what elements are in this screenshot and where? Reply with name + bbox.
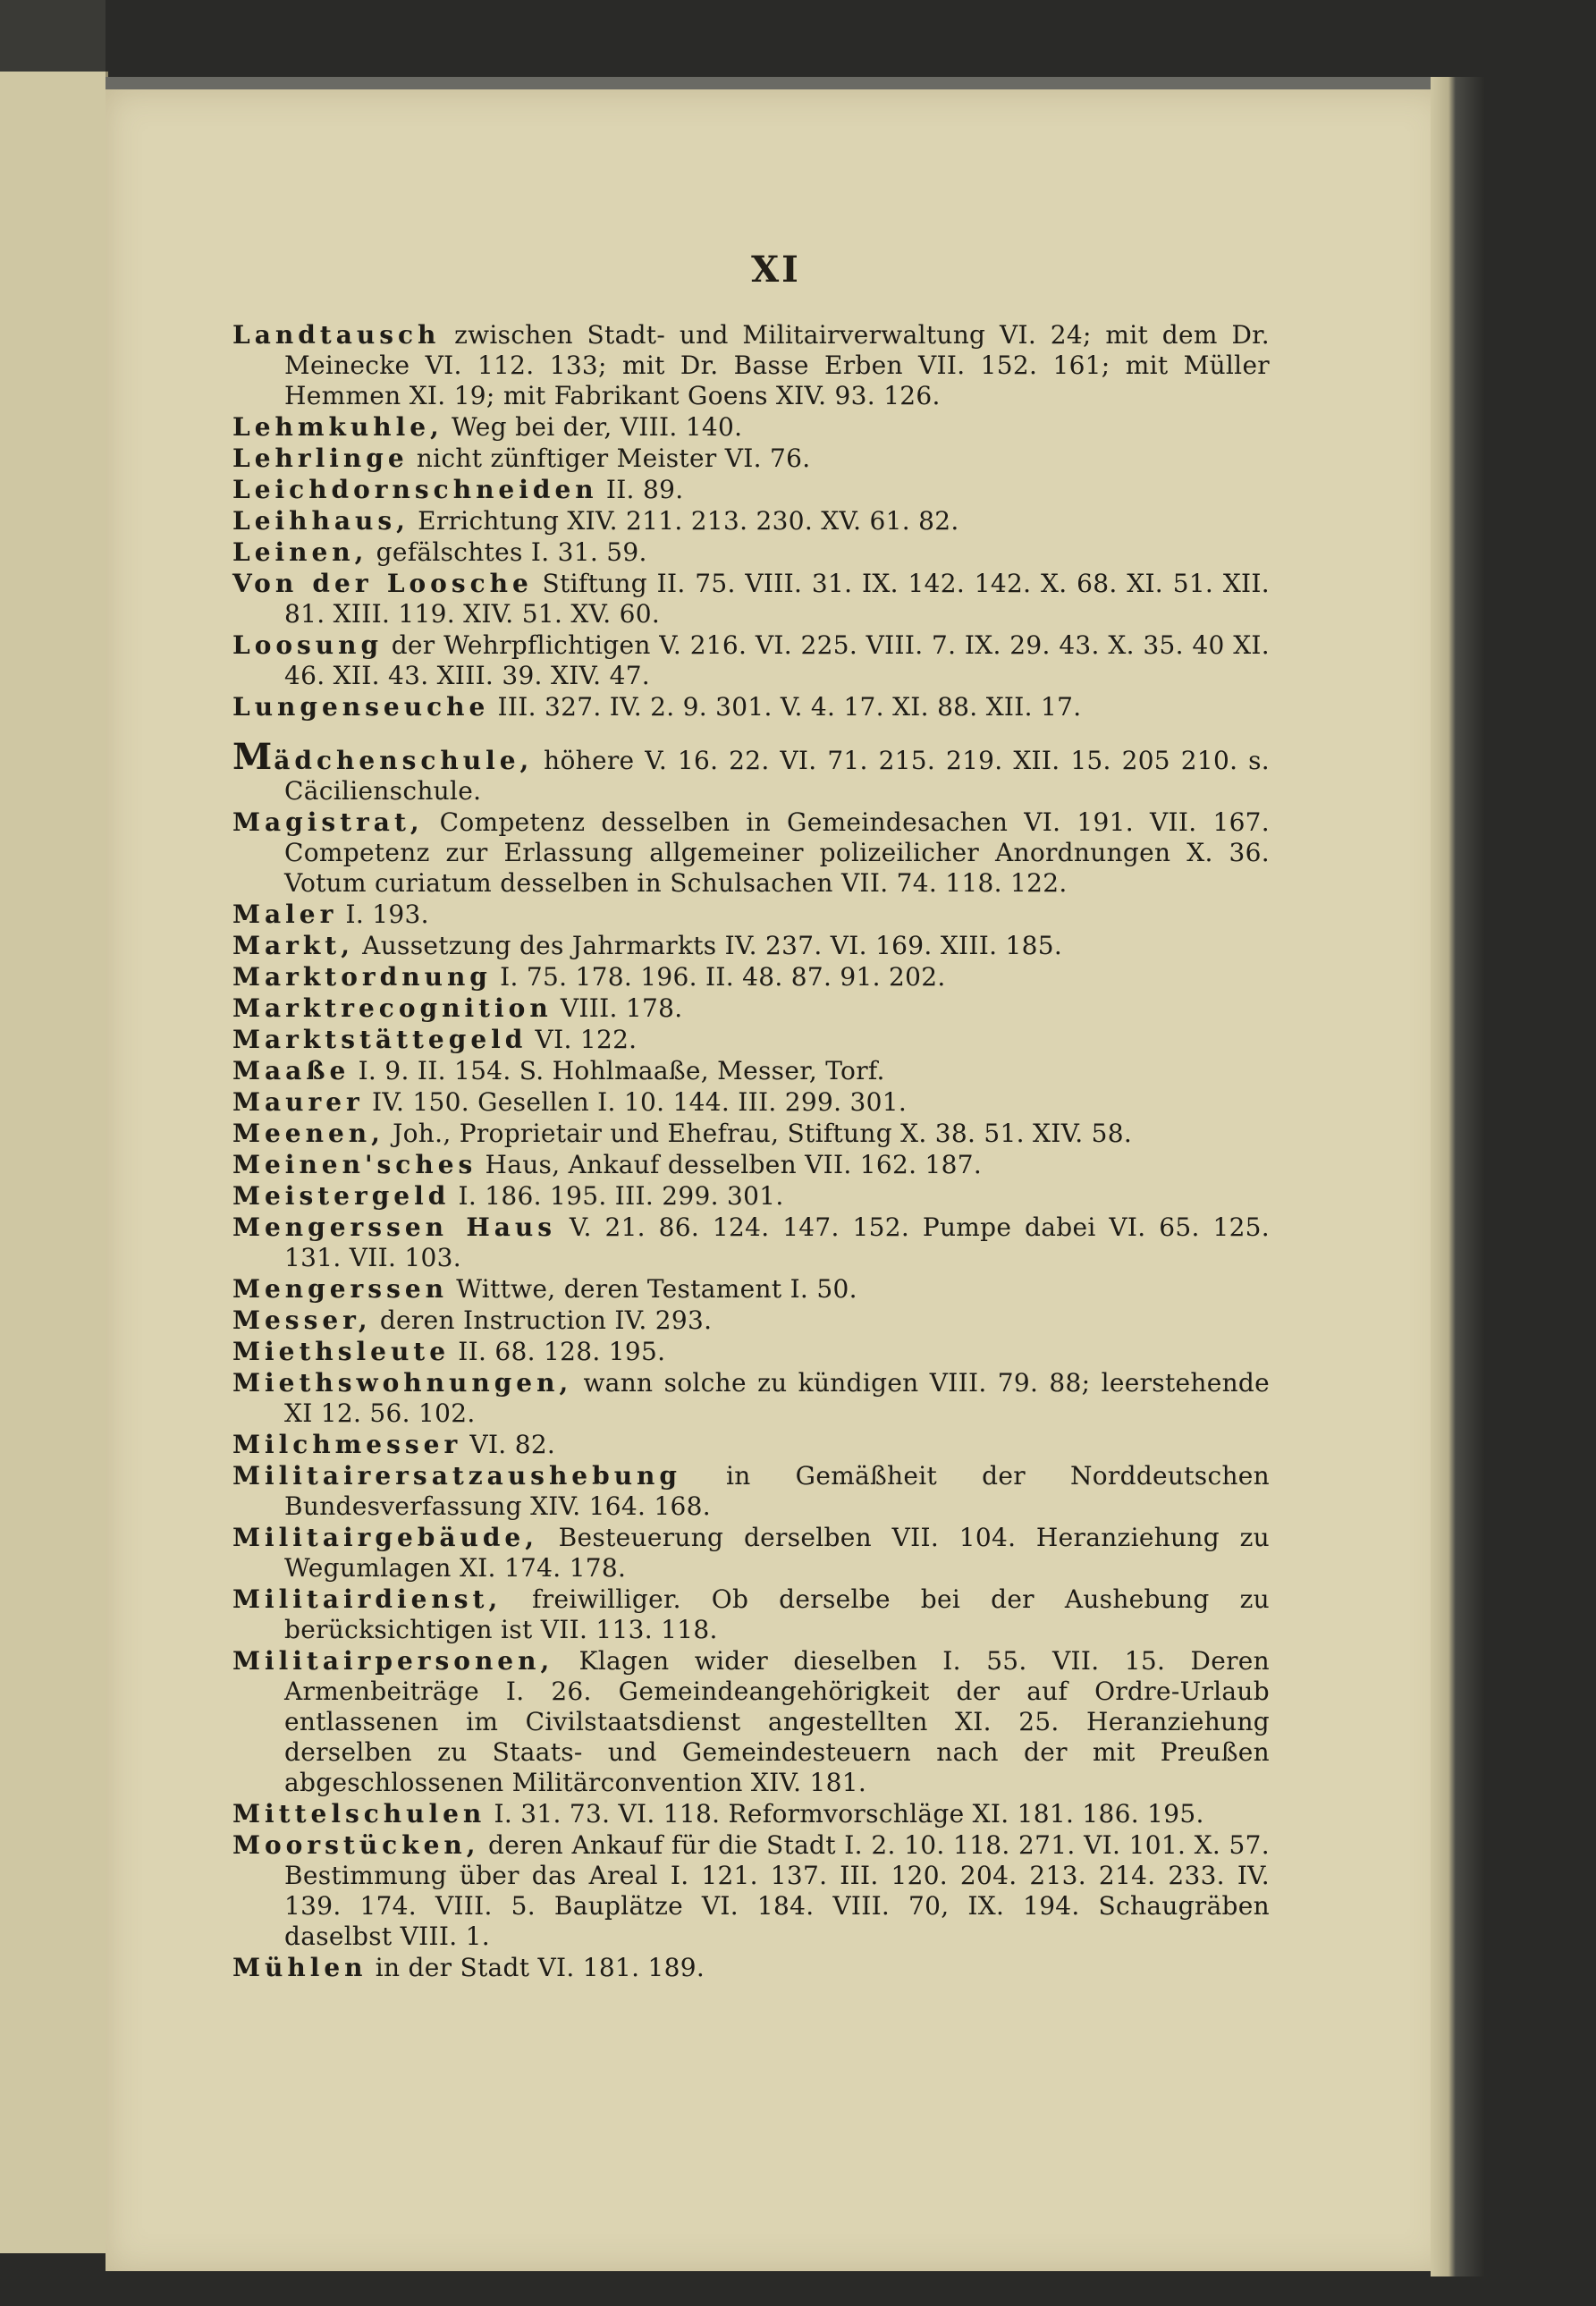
entry-heading xyxy=(232,569,533,598)
entry-heading-text: Militairersatzaushebung xyxy=(232,1461,681,1491)
entry-heading-text: Militairdienst, xyxy=(232,1584,502,1614)
entry-heading xyxy=(232,1430,461,1459)
index-entry xyxy=(232,931,1270,961)
index-entry xyxy=(232,320,1270,411)
entry-references: in der Stadt VI. 181. 189. xyxy=(367,1953,705,1982)
entry-heading-text: Lehrlinge xyxy=(232,443,409,473)
entry-references: I. 75. 178. 196. II. 48. 87. 91. 202. xyxy=(491,962,946,992)
index-page xyxy=(106,89,1447,2271)
entry-heading xyxy=(232,320,440,350)
entry-references: nicht zünftiger Meister VI. 76. xyxy=(408,443,811,473)
index-entry xyxy=(232,506,1270,536)
index-entry xyxy=(232,1150,1270,1180)
index-entry xyxy=(232,1953,1270,1983)
entry-heading xyxy=(232,1274,448,1304)
entry-references: V. 21. 86. 124. 147. 152. Pumpe dabei VI. 65. 125. 131. VII. 103. xyxy=(284,1212,1270,1272)
index-entry xyxy=(232,475,1270,505)
entry-heading-text: Maaße xyxy=(232,1056,350,1085)
entry-references: Aussetzung des Jahrmarkts IV. 237. VI. 169. XIII. 185. xyxy=(353,931,1063,960)
entry-heading-text: ädchenschule, xyxy=(274,746,534,775)
entry-references: VIII. 178. xyxy=(552,993,683,1023)
entry-heading xyxy=(232,1212,556,1242)
entry-heading-text: Militairpersonen, xyxy=(232,1646,554,1676)
entry-references: VI. 122. xyxy=(527,1025,638,1054)
entry-heading-text: Mengerssen xyxy=(232,1274,449,1304)
entry-heading-text: Meenen, xyxy=(232,1119,384,1148)
entry-heading-text: Magistrat, xyxy=(232,807,424,837)
entry-heading xyxy=(232,931,354,960)
entry-references: zwischen Stadt- und Militairverwaltung VI. 24; mit dem Dr. Meinecke VI. 112. 133; mit Dr. Basse Erben VII. 152. 161; mit Müller Hemmen XI. 19; mit Fabrikant Goens XIV. 93. 126. xyxy=(284,320,1270,410)
entry-heading-text: Miethsleute xyxy=(232,1337,451,1366)
book-right-edge xyxy=(1431,77,1484,2276)
entry-heading xyxy=(232,1953,367,1982)
entry-heading-text: Maler xyxy=(232,900,338,929)
entry-heading xyxy=(232,630,383,660)
entry-heading xyxy=(232,1181,450,1211)
entry-heading xyxy=(232,1337,450,1366)
index-entry xyxy=(232,569,1270,629)
index-entry xyxy=(232,736,1270,807)
index-entry xyxy=(232,1523,1270,1584)
entry-heading xyxy=(232,475,598,504)
entry-heading-text: Meistergeld xyxy=(232,1181,451,1211)
entry-heading-text: Leichdornschneiden xyxy=(232,475,598,504)
entry-heading xyxy=(232,807,424,837)
entry-references: in Gemäßheit der Norddeutschen Bundesverfassung XIV. 164. 168. xyxy=(284,1461,1270,1521)
entry-heading xyxy=(232,1461,681,1491)
entry-heading xyxy=(232,1799,486,1829)
entry-references: VI. 82. xyxy=(461,1430,556,1459)
entry-references: Joh., Proprietair und Ehefrau, Stiftung X. 38. 51. XIV. 58. xyxy=(384,1119,1133,1148)
index-entry xyxy=(232,1305,1270,1336)
entry-heading-text: Mühlen xyxy=(232,1953,367,1982)
entry-heading-text: Lungenseuche xyxy=(232,692,490,722)
entry-heading-text: Loosung xyxy=(232,630,384,660)
entry-heading xyxy=(232,736,534,778)
entry-heading xyxy=(232,692,489,722)
entry-heading-text: Milchmesser xyxy=(232,1430,462,1459)
entry-references: I. 9. II. 154. S. Hohlmaaße, Messer, Torf. xyxy=(350,1056,885,1085)
index-entry xyxy=(232,692,1270,722)
entry-heading-text: Leihhaus, xyxy=(232,506,410,536)
index-entry xyxy=(232,1368,1270,1429)
entry-references: III. 327. IV. 2. 9. 301. V. 4. 17. XI. 88. XII. 17. xyxy=(489,692,1082,722)
entry-heading xyxy=(232,443,409,473)
entry-heading-text: Marktrecognition xyxy=(232,993,553,1023)
index-entry xyxy=(232,900,1270,930)
entry-references: Wittwe, deren Testament I. 50. xyxy=(448,1274,857,1304)
entry-heading-text: Meinen'sches xyxy=(232,1150,477,1179)
entry-heading xyxy=(232,412,443,442)
entry-heading xyxy=(232,1150,477,1179)
initial-letter: M xyxy=(232,736,274,778)
entry-heading xyxy=(232,537,367,567)
index-entry xyxy=(232,807,1270,899)
entry-heading-text: Marktstättegeld xyxy=(232,1025,528,1054)
entry-heading-text: Leinen, xyxy=(232,537,368,567)
entry-references: deren Ankauf für die Stadt I. 2. 10. 118. 271. VI. 101. X. 57. Bestimmung über das Areal I. 121. 137. III. 120. 204. 213. 214. 233. IV. 139. 174. VIII. 5. Bauplätze VI. 184. VIII. 70, IX. 194. Schaugräben daselbst VIII. 1. xyxy=(284,1830,1270,1951)
entry-heading-text: Miethswohnungen, xyxy=(232,1368,573,1398)
entry-heading-text: Von der Loosche xyxy=(232,569,533,598)
index-entry xyxy=(232,1461,1270,1522)
entry-references: I. 31. 73. VI. 118. Reformvorschläge XI. 181. 186. 195. xyxy=(486,1799,1204,1829)
entry-heading xyxy=(232,1087,364,1117)
entry-references: II. 68. 128. 195. xyxy=(450,1337,666,1366)
entry-heading-text: Messer, xyxy=(232,1305,372,1335)
index-entry xyxy=(232,1119,1270,1149)
index-entry xyxy=(232,412,1270,443)
entry-references: Stiftung II. 75. VIII. 31. IX. 142. 142. X. 68. XI. 51. XII. 81. XIII. 119. XIV. 51. XV. 60. xyxy=(284,569,1270,629)
entry-references: Competenz desselben in Gemeindesachen VI. 191. VII. 167. Competenz zur Erlassung allgemeiner polizeilicher Anordnungen X. 36. Votum curiatum desselben in Schulsachen VII. 74. 118. 122. xyxy=(284,807,1270,898)
entry-heading-text: Marktordnung xyxy=(232,962,492,992)
entry-heading-text: Mittelschulen xyxy=(232,1799,486,1829)
index-entry xyxy=(232,1584,1270,1645)
page-number: XI xyxy=(751,249,801,291)
entry-heading-text: Militairgebäude, xyxy=(232,1523,538,1552)
entry-references: freiwilliger. Ob derselbe bei der Aushebung zu berücksichtigen ist VII. 113. 118. xyxy=(284,1584,1270,1644)
entry-references: IV. 150. Gesellen I. 10. 144. III. 299. 301. xyxy=(363,1087,908,1117)
book-left-edge xyxy=(0,0,106,80)
entry-references: wann solche zu kündigen VIII. 79. 88; leerstehende XI 12. 56. 102. xyxy=(284,1368,1270,1428)
entry-heading xyxy=(232,1025,527,1054)
entry-references: I. 186. 195. III. 299. 301. xyxy=(450,1181,784,1211)
entry-heading-text: Markt, xyxy=(232,931,354,960)
entry-heading-text: Landtausch xyxy=(232,320,441,350)
index-list xyxy=(232,320,1270,1984)
entry-heading xyxy=(232,1830,480,1860)
index-entry xyxy=(232,1087,1270,1118)
entry-references: Weg bei der, VIII. 140. xyxy=(443,412,743,442)
entry-heading xyxy=(232,962,492,992)
index-entry xyxy=(232,537,1270,568)
index-entry xyxy=(232,1212,1270,1273)
index-entry xyxy=(232,993,1270,1024)
entry-references: deren Instruction IV. 293. xyxy=(371,1305,713,1335)
entry-heading xyxy=(232,1056,350,1085)
entry-references: I. 193. xyxy=(337,900,429,929)
entry-heading-text: Lehmkuhle, xyxy=(232,412,443,442)
entry-heading xyxy=(232,900,337,929)
facing-page-edge xyxy=(0,72,108,2253)
entry-references: Klagen wider dieselben I. 55. VII. 15. Deren Armenbeiträge I. 26. Gemeindeangehörigkeit der auf Ordre-Urlaub entlassenen im Civilstaatsdienst angestellten XI. 25. Heranziehung derselben zu Staats- und Gemeindesteuern nach der mit Preußen abgeschlossenen Militärconvention XIV. 181. xyxy=(284,1646,1270,1797)
entry-heading xyxy=(232,506,410,536)
entry-references: Besteuerung derselben VII. 104. Heranziehung zu Wegumlagen XI. 174. 178. xyxy=(284,1523,1270,1583)
index-entry xyxy=(232,630,1270,691)
entry-references: der Wehrpflichtigen V. 216. VI. 225. VIII. 7. IX. 29. 43. X. 35. 40 XI. 46. XII. 43. XIII. 39. XIV. 47. xyxy=(284,630,1270,690)
entry-references: Errichtung XIV. 211. 213. 230. XV. 61. 82. xyxy=(409,506,959,536)
entry-references: gefälschtes I. 31. 59. xyxy=(367,537,647,567)
entry-references: II. 89. xyxy=(597,475,684,504)
index-entry xyxy=(232,1274,1270,1305)
entry-references: höhere V. 16. 22. VI. 71. 215. 219. XII. 15. 205 210. s. Cäcilienschule. xyxy=(284,746,1270,806)
index-entry xyxy=(232,1799,1270,1829)
entry-heading xyxy=(232,1646,553,1676)
entry-references: Haus, Ankauf desselben VII. 162. 187. xyxy=(477,1150,983,1179)
index-entry xyxy=(232,1646,1270,1798)
index-entry xyxy=(232,1056,1270,1086)
entry-heading xyxy=(232,1119,384,1148)
index-entry xyxy=(232,443,1270,474)
index-entry xyxy=(232,962,1270,993)
index-entry xyxy=(232,1337,1270,1367)
entry-heading-text: Maurer xyxy=(232,1087,364,1117)
entry-heading xyxy=(232,993,553,1023)
entry-heading xyxy=(232,1584,502,1614)
index-entry xyxy=(232,1181,1270,1212)
index-entry xyxy=(232,1025,1270,1055)
entry-heading-text: Mengerssen Haus xyxy=(232,1212,557,1242)
entry-heading xyxy=(232,1523,538,1552)
entry-heading-text: Moorstücken, xyxy=(232,1830,480,1860)
entry-heading xyxy=(232,1368,572,1398)
entry-heading xyxy=(232,1305,372,1335)
index-entry xyxy=(232,1830,1270,1952)
index-entry xyxy=(232,1430,1270,1460)
